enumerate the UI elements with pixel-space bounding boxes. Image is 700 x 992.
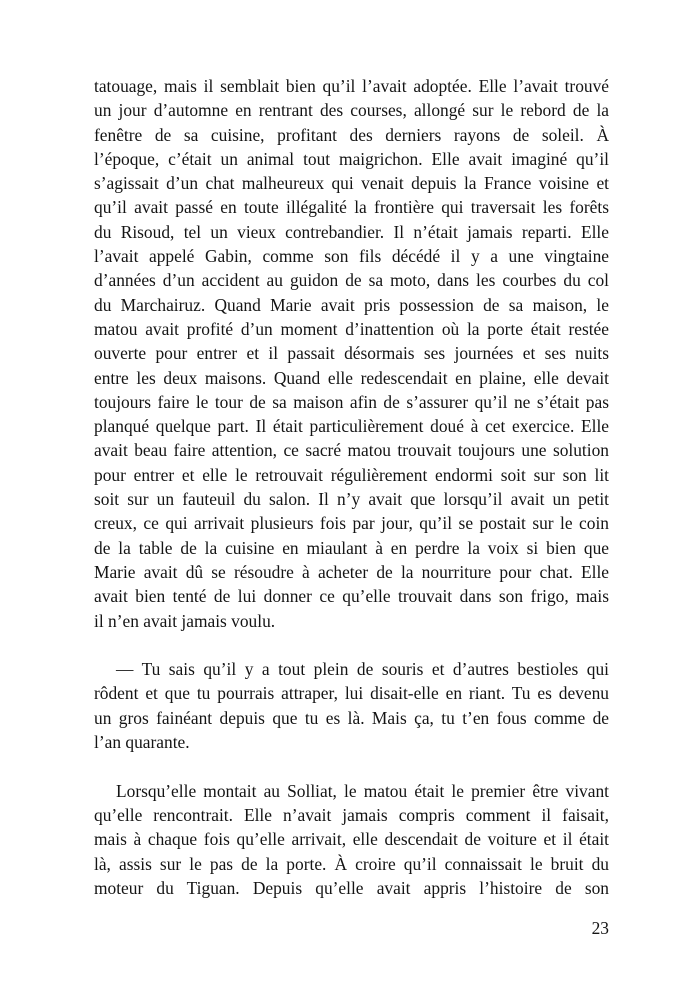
text-line: qu’elle rencontrait. Elle n’avait jamais compris comment il faisait,: [94, 804, 609, 825]
page-body: [94, 74, 609, 900]
paragraph: [94, 74, 609, 633]
text-line: — Tu sais qu’il y a tout plein de souris et d’autres bestioles qui: [116, 659, 609, 680]
text-line: là, assis sur le pas de la porte. À croire qu’il connaissait le bruit du: [94, 853, 609, 874]
text-line: qu’il avait passé en toute illégalité la frontière qui traversait les forêts: [94, 197, 609, 218]
paragraph: [94, 657, 609, 754]
text-line: pour entrer et elle le retrouvait régulièrement endormi soit sur son lit: [94, 464, 609, 485]
text-line: l’an quarante.: [94, 732, 190, 753]
text-line: Lorsqu’elle montait au Solliat, le matou était le premier être vivant: [116, 780, 609, 801]
text-line: du Marchairuz. Quand Marie avait pris possession de sa maison, le: [94, 294, 609, 315]
text-line: un gros fainéant depuis que tu es là. Mais ça, tu t’en fous comme de: [94, 707, 609, 728]
text-line: avait beau faire attention, ce sacré matou trouvait toujours une solution: [94, 440, 609, 461]
text-line: ouverte pour entrer et il passait désormais ses journées et ses nuits: [94, 343, 609, 364]
paragraph: [94, 779, 609, 900]
text-line: fenêtre de sa cuisine, profitant des derniers rayons de soleil. À: [94, 124, 609, 145]
text-line: de la table de la cuisine en miaulant à en perdre la voix si bien que: [94, 537, 609, 558]
text-line: planqué quelque part. Il était particulièrement doué à cet exercice. Elle: [94, 416, 609, 437]
text-line: l’époque, c’était un animal tout maigrichon. Elle avait imaginé qu’il: [94, 148, 609, 169]
text-line: toujours faire le tour de sa maison afin de s’assurer qu’il ne s’était pas: [94, 391, 609, 412]
paragraph-gap: [94, 754, 609, 778]
page-number: 23: [591, 918, 609, 938]
text-line: s’agissait d’un chat malheureux qui venait depuis la France voisine et: [94, 173, 609, 194]
text-line: l’avait appelé Gabin, comme son fils décédé il y a une vingtaine: [94, 246, 609, 267]
text-line: creux, ce qui arrivait plusieurs fois par jour, qu’il se postait sur le coin: [94, 513, 609, 534]
text-line: rôdent et que tu pourrais attraper, lui disait-elle en riant. Tu es devenu: [94, 683, 609, 704]
text-line: tatouage, mais il semblait bien qu’il l’avait adoptée. Elle l’avait trouvé: [94, 76, 609, 96]
text-line: Marie avait dû se résoudre à acheter de la nourriture pour chat. Elle: [94, 561, 609, 582]
text-line: moteur du Tiguan. Depuis qu’elle avait appris l’histoire de son: [94, 877, 609, 898]
text-line: entre les deux maisons. Quand elle redescendait en plaine, elle devait: [94, 367, 609, 388]
text-line: mais à chaque fois qu’elle arrivait, elle descendait de voiture et il était: [94, 829, 609, 850]
text-line: matou avait profité d’un moment d’inattention où la porte était restée: [94, 318, 609, 339]
text-line: soit sur un fauteuil du salon. Il n’y avait que lorsqu’il avait un petit: [94, 489, 609, 510]
paragraph-gap: [94, 633, 609, 657]
text-line: avait bien tenté de lui donner ce qu’elle trouvait dans son frigo, mais: [94, 586, 609, 607]
text-line: du Risoud, tel un vieux contrebandier. Il n’était jamais reparti. Elle: [94, 221, 609, 242]
text-line: il n’en avait jamais voulu.: [94, 610, 276, 631]
text-line: un jour d’automne en rentrant des courses, allongé sur le rebord de la: [94, 100, 609, 121]
text-line: d’années d’un accident au guidon de sa moto, dans les courbes du col: [94, 270, 609, 291]
